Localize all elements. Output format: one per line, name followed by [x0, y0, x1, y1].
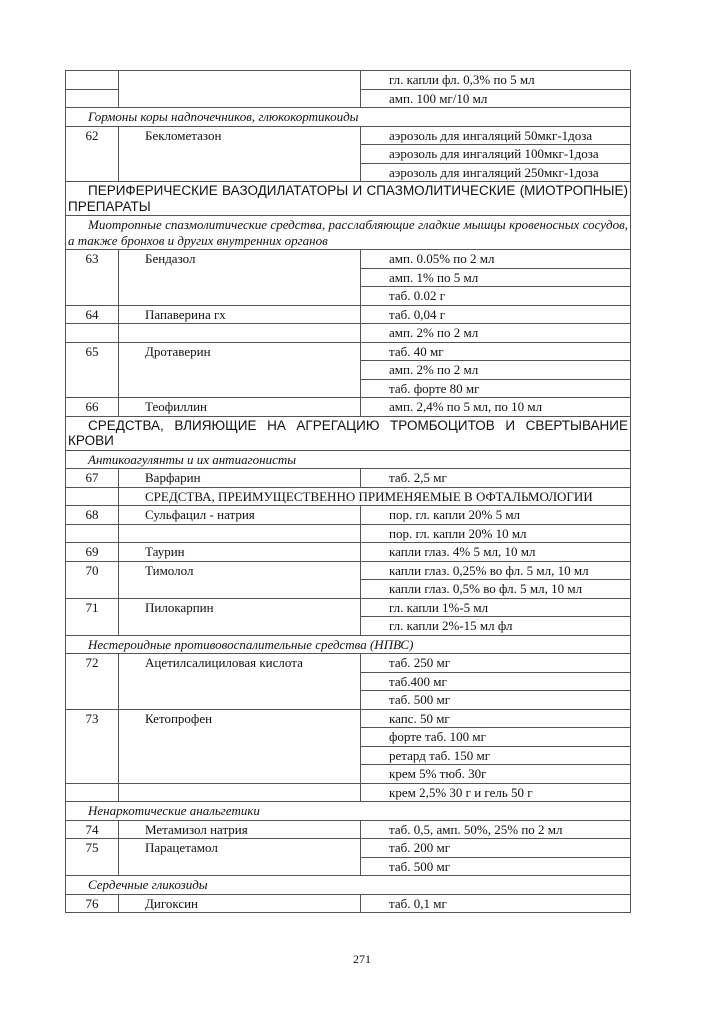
dosage-form: гл. капли 2%-15 мл фл	[361, 617, 631, 636]
dosage-form: таб. 200 мг	[361, 839, 631, 858]
dosage-form: таб. 500 мг	[361, 691, 631, 710]
dosage-form: форте таб. 100 мг	[361, 728, 631, 747]
table-row	[66, 839, 631, 858]
section-heading-row	[66, 487, 631, 506]
section-heading: Антикоагулянты и их антиагонисты	[66, 450, 631, 469]
drug-name: Варфарин	[119, 469, 361, 488]
drug-number: 74	[66, 820, 119, 839]
drug-name-cell	[119, 324, 361, 343]
drug-name-cell	[119, 524, 361, 543]
table-row	[66, 342, 631, 361]
dosage-form: амп. 0.05% по 2 мл	[361, 250, 631, 269]
dosage-form: таб.400 мг	[361, 672, 631, 691]
drug-number: 64	[66, 305, 119, 324]
drug-name: Ацетилсалициловая кислота	[119, 654, 361, 710]
section-heading-row	[66, 635, 631, 654]
section-heading: Сердечные гликозиды	[66, 876, 631, 895]
drug-name: Дигоксин	[119, 894, 361, 913]
page-number: 271	[353, 952, 371, 966]
drug-number-cell	[66, 71, 119, 90]
dosage-form: таб. 0,04 г	[361, 305, 631, 324]
dosage-form: амп. 1% по 5 мл	[361, 268, 631, 287]
drug-name: Сульфацил - натрия	[119, 506, 361, 525]
dosage-form: гл. капли фл. 0,3% по 5 мл	[361, 71, 631, 90]
table-row	[66, 126, 631, 145]
section-heading: СРЕДСТВА, ВЛИЯЮЩИЕ НА АГРЕГАЦИЮ ТРОМБОЦИТОВ И СВЕРТЫВАНИЕ КРОВИ	[66, 416, 631, 450]
drug-number: 71	[66, 598, 119, 635]
drug-table	[65, 70, 631, 913]
drug-number-cell	[66, 89, 119, 108]
table-row	[66, 598, 631, 617]
dosage-form: ретард таб. 150 мг	[361, 746, 631, 765]
dosage-form: таб. 0,5, амп. 50%, 25% по 2 мл	[361, 820, 631, 839]
drug-name-cell	[119, 783, 361, 802]
dosage-form: таб. 0.02 г	[361, 287, 631, 306]
drug-number: 62	[66, 126, 119, 182]
dosage-form: амп. 2% по 2 мл	[361, 324, 631, 343]
drug-number: 69	[66, 543, 119, 562]
dosage-form: крем 2,5% 30 г и гель 50 г	[361, 783, 631, 802]
section-heading: Нестероидные противовоспалительные средства (НПВС)	[66, 635, 631, 654]
dosage-form: капли глаз. 0,5% во фл. 5 мл, 10 мл	[361, 580, 631, 599]
dosage-form: капс. 50 мг	[361, 709, 631, 728]
drug-name: Бендазол	[119, 250, 361, 306]
dosage-form: аэрозоль для ингаляций 250мкг-1доза	[361, 163, 631, 182]
drug-number: 67	[66, 469, 119, 488]
dosage-form: амп. 2% по 2 мл	[361, 361, 631, 380]
drug-number: 72	[66, 654, 119, 710]
drug-name: Метамизол натрия	[119, 820, 361, 839]
drug-name: Папаверина гх	[119, 305, 361, 324]
dosage-form: гл. капли 1%-5 мл	[361, 598, 631, 617]
table-row	[66, 324, 631, 343]
dosage-form: таб. 40 мг	[361, 342, 631, 361]
dosage-form: таб. 0,1 мг	[361, 894, 631, 913]
drug-number: 66	[66, 398, 119, 417]
drug-number: 73	[66, 709, 119, 783]
dosage-form: таб. 250 мг	[361, 654, 631, 673]
dosage-form: крем 5% тюб. 30г	[361, 765, 631, 784]
section-heading-row	[66, 182, 631, 216]
dosage-form: таб. 2,5 мг	[361, 469, 631, 488]
dosage-form: аэрозоль для ингаляций 50мкг-1доза	[361, 126, 631, 145]
drug-name: Парацетамол	[119, 839, 361, 876]
drug-name: Дротаверин	[119, 342, 361, 398]
dosage-form: пор. гл. капли 20% 5 мл	[361, 506, 631, 525]
dosage-form: таб. 500 мг	[361, 857, 631, 876]
table-row	[66, 561, 631, 580]
table-row	[66, 783, 631, 802]
dosage-form: амп. 100 мг/10 мл	[361, 89, 631, 108]
table-row	[66, 469, 631, 488]
drug-number: 63	[66, 250, 119, 306]
dosage-form: таб. форте 80 мг	[361, 379, 631, 398]
dosage-form: амп. 2,4% по 5 мл, по 10 мл	[361, 398, 631, 417]
drug-name-cell	[119, 71, 361, 108]
drug-number: 68	[66, 506, 119, 525]
section-heading: Ненаркотические анальгетики	[66, 802, 631, 821]
drug-name: Беклометазон	[119, 126, 361, 182]
table-row	[66, 894, 631, 913]
table-row	[66, 71, 631, 90]
dosage-form: аэрозоль для ингаляций 100мкг-1доза	[361, 145, 631, 164]
drug-number-cell	[66, 324, 119, 343]
section-heading-row	[66, 450, 631, 469]
table-row	[66, 543, 631, 562]
drug-number-cell	[66, 783, 119, 802]
section-heading-row	[66, 108, 631, 127]
dosage-form: капли глаз. 0,25% во фл. 5 мл, 10 мл	[361, 561, 631, 580]
table-row	[66, 524, 631, 543]
drug-name: Таурин	[119, 543, 361, 562]
drug-number: 76	[66, 894, 119, 913]
dosage-form: пор. гл. капли 20% 10 мл	[361, 524, 631, 543]
section-heading: СРЕДСТВА, ПРЕИМУЩЕСТВЕННО ПРИМЕНЯЕМЫЕ В ОФТАЛЬМОЛОГИИ	[119, 487, 631, 506]
drug-name: Тимолол	[119, 561, 361, 598]
table-row	[66, 709, 631, 728]
section-heading-row	[66, 416, 631, 450]
section-heading-row	[66, 216, 631, 250]
drug-name: Пилокарпин	[119, 598, 361, 635]
dosage-form: капли глаз. 4% 5 мл, 10 мл	[361, 543, 631, 562]
table-row	[66, 305, 631, 324]
drug-number: 75	[66, 839, 119, 876]
section-heading: ПЕРИФЕРИЧЕСКИЕ ВАЗОДИЛАТАТОРЫ И СПАЗМОЛИТИЧЕСКИЕ (МИОТРОПНЫЕ) ПРЕПАРАТЫ	[66, 182, 631, 216]
table-row	[66, 506, 631, 525]
table-row	[66, 398, 631, 417]
drug-name: Теофиллин	[119, 398, 361, 417]
drug-name: Кетопрофен	[119, 709, 361, 783]
drug-number: 70	[66, 561, 119, 598]
table-row	[66, 250, 631, 269]
section-heading: Гормоны коры надпочечников, глюкокортикоиды	[66, 108, 631, 127]
section-heading-row	[66, 876, 631, 895]
drug-number-cell	[66, 487, 119, 506]
section-heading-row	[66, 802, 631, 821]
table-row	[66, 820, 631, 839]
drug-number: 65	[66, 342, 119, 398]
table-row	[66, 654, 631, 673]
drug-number-cell	[66, 524, 119, 543]
section-heading: Миотропные спазмолитические средства, расслабляющие гладкие мышцы кровеносных сосудов, а также бронхов и других внутренних органов	[66, 216, 631, 250]
